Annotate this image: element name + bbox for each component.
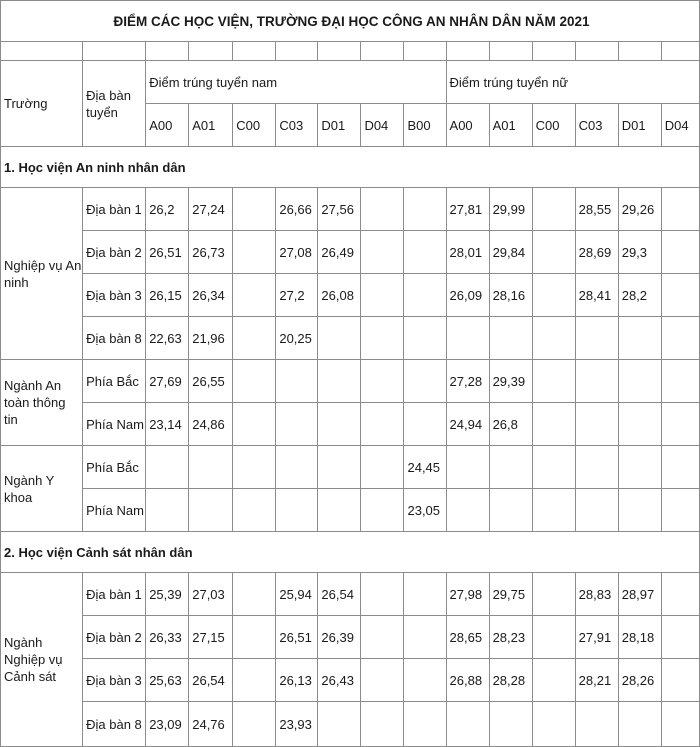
title-row bbox=[1, 1, 700, 42]
male-score-cell bbox=[404, 188, 446, 231]
female-score-cell bbox=[532, 616, 575, 659]
section-title: 2. Học viện Cảnh sát nhân dân bbox=[1, 532, 700, 573]
empty-cell bbox=[661, 42, 699, 61]
male-score-cell bbox=[361, 659, 404, 702]
program-name-cell: Ngành An toàn thông tin bbox=[1, 360, 83, 446]
male-score-cell: 23,93 bbox=[276, 702, 318, 747]
male-score-cell: 24,86 bbox=[189, 403, 233, 446]
female-code-cell: A00 bbox=[446, 104, 489, 147]
school-header: Trường bbox=[1, 61, 83, 147]
empty-cell bbox=[233, 42, 276, 61]
female-score-cell bbox=[661, 659, 699, 702]
female-score-cell: 29,3 bbox=[618, 231, 661, 274]
female-code-cell: D04 bbox=[661, 104, 699, 147]
male-score-cell bbox=[233, 489, 276, 532]
table-row bbox=[1, 231, 700, 274]
male-score-cell: 26,08 bbox=[318, 274, 361, 317]
female-score-cell: 26,88 bbox=[446, 659, 489, 702]
female-score-cell bbox=[532, 489, 575, 532]
female-score-cell: 24,94 bbox=[446, 403, 489, 446]
table-row bbox=[1, 573, 700, 616]
empty-cell bbox=[1, 42, 83, 61]
male-score-cell bbox=[189, 489, 233, 532]
area-cell: Phía Nam bbox=[83, 489, 146, 532]
male-score-cell: 23,14 bbox=[146, 403, 189, 446]
male-score-cell: 26,73 bbox=[189, 231, 233, 274]
empty-cell bbox=[83, 42, 146, 61]
male-score-cell: 23,09 bbox=[146, 702, 189, 747]
program-name-cell: Ngành Y khoa bbox=[1, 446, 83, 532]
male-score-cell bbox=[276, 360, 318, 403]
male-code-cell: D04 bbox=[361, 104, 404, 147]
male-score-cell bbox=[233, 403, 276, 446]
male-score-cell: 27,69 bbox=[146, 360, 189, 403]
empty-cell bbox=[532, 42, 575, 61]
female-score-cell bbox=[575, 446, 618, 489]
male-score-cell bbox=[404, 659, 446, 702]
female-score-cell: 28,65 bbox=[446, 616, 489, 659]
female-score-cell bbox=[661, 188, 699, 231]
male-score-cell bbox=[318, 489, 361, 532]
female-score-cell bbox=[661, 446, 699, 489]
male-score-cell: 26,51 bbox=[146, 231, 189, 274]
female-score-cell bbox=[532, 702, 575, 747]
male-score-cell: 26,66 bbox=[276, 188, 318, 231]
program-name-cell: Nghiệp vụ An ninh bbox=[1, 188, 83, 360]
male-code-cell: D01 bbox=[318, 104, 361, 147]
male-score-cell: 24,45 bbox=[404, 446, 446, 489]
male-score-cell bbox=[404, 360, 446, 403]
female-score-header: Điểm trúng tuyển nữ bbox=[446, 61, 699, 104]
table-row bbox=[1, 702, 700, 747]
male-score-cell: 26,49 bbox=[318, 231, 361, 274]
female-score-cell bbox=[446, 702, 489, 747]
male-score-cell bbox=[361, 573, 404, 616]
male-score-header: Điểm trúng tuyển nam bbox=[146, 61, 446, 104]
male-score-cell bbox=[404, 573, 446, 616]
area-header: Địa bàn tuyển bbox=[83, 61, 146, 147]
female-score-cell bbox=[446, 489, 489, 532]
empty-cell bbox=[318, 42, 361, 61]
male-score-cell bbox=[361, 360, 404, 403]
female-score-cell bbox=[618, 317, 661, 360]
table-row bbox=[1, 317, 700, 360]
area-cell: Địa bàn 1 bbox=[83, 188, 146, 231]
female-score-cell bbox=[532, 659, 575, 702]
table-row bbox=[1, 274, 700, 317]
female-score-cell: 28,83 bbox=[575, 573, 618, 616]
male-score-cell bbox=[233, 360, 276, 403]
male-score-cell: 23,05 bbox=[404, 489, 446, 532]
male-score-cell bbox=[318, 403, 361, 446]
male-score-cell: 27,56 bbox=[318, 188, 361, 231]
female-score-cell bbox=[532, 573, 575, 616]
empty-cell bbox=[189, 42, 233, 61]
male-code-cell: C03 bbox=[276, 104, 318, 147]
area-cell: Địa bàn 1 bbox=[83, 573, 146, 616]
male-score-cell bbox=[233, 446, 276, 489]
female-score-cell bbox=[446, 446, 489, 489]
area-cell: Địa bàn 8 bbox=[83, 317, 146, 360]
female-score-cell: 28,01 bbox=[446, 231, 489, 274]
area-cell: Địa bàn 8 bbox=[83, 702, 146, 747]
male-score-cell bbox=[361, 188, 404, 231]
female-score-cell: 28,28 bbox=[489, 659, 532, 702]
female-score-cell: 27,28 bbox=[446, 360, 489, 403]
male-score-cell: 24,76 bbox=[189, 702, 233, 747]
male-score-cell bbox=[404, 317, 446, 360]
male-score-cell bbox=[361, 446, 404, 489]
female-score-cell bbox=[489, 446, 532, 489]
female-score-cell: 29,99 bbox=[489, 188, 532, 231]
female-code-cell: D01 bbox=[618, 104, 661, 147]
female-score-cell: 26,09 bbox=[446, 274, 489, 317]
male-score-cell: 27,24 bbox=[189, 188, 233, 231]
male-code-cell: C00 bbox=[233, 104, 276, 147]
area-cell: Địa bàn 3 bbox=[83, 274, 146, 317]
male-score-cell: 26,54 bbox=[318, 573, 361, 616]
female-score-cell bbox=[661, 317, 699, 360]
male-score-cell bbox=[233, 573, 276, 616]
empty-cell bbox=[446, 42, 489, 61]
female-score-cell: 28,55 bbox=[575, 188, 618, 231]
male-score-cell: 26,34 bbox=[189, 274, 233, 317]
male-score-cell bbox=[189, 446, 233, 489]
table-row bbox=[1, 403, 700, 446]
female-score-cell bbox=[618, 489, 661, 532]
female-score-cell bbox=[661, 274, 699, 317]
male-score-cell: 26,33 bbox=[146, 616, 189, 659]
female-score-cell: 28,41 bbox=[575, 274, 618, 317]
male-score-cell bbox=[318, 360, 361, 403]
female-score-cell bbox=[618, 360, 661, 403]
female-score-cell bbox=[532, 274, 575, 317]
female-score-cell: 28,18 bbox=[618, 616, 661, 659]
female-score-cell bbox=[532, 360, 575, 403]
female-score-cell: 29,26 bbox=[618, 188, 661, 231]
table-row bbox=[1, 446, 700, 489]
female-score-cell bbox=[532, 317, 575, 360]
male-score-cell: 26,2 bbox=[146, 188, 189, 231]
area-cell: Địa bàn 2 bbox=[83, 231, 146, 274]
male-score-cell: 27,03 bbox=[189, 573, 233, 616]
male-score-cell: 26,43 bbox=[318, 659, 361, 702]
male-score-cell: 21,96 bbox=[189, 317, 233, 360]
empty-cell bbox=[361, 42, 404, 61]
male-score-cell: 26,55 bbox=[189, 360, 233, 403]
empty-cell bbox=[404, 42, 446, 61]
table-row bbox=[1, 188, 700, 231]
section-row bbox=[1, 147, 700, 188]
page-title: ĐIỂM CÁC HỌC VIỆN, TRƯỜNG ĐẠI HỌC CÔNG AN NHÂN DÂN NĂM 2021 bbox=[1, 1, 700, 42]
male-score-cell: 25,39 bbox=[146, 573, 189, 616]
female-score-cell bbox=[532, 188, 575, 231]
empty-cell bbox=[276, 42, 318, 61]
header-row bbox=[1, 61, 700, 104]
male-score-cell: 22,63 bbox=[146, 317, 189, 360]
female-score-cell bbox=[489, 489, 532, 532]
female-score-cell: 29,39 bbox=[489, 360, 532, 403]
female-score-cell bbox=[575, 360, 618, 403]
male-score-cell bbox=[404, 702, 446, 747]
female-score-cell: 28,16 bbox=[489, 274, 532, 317]
male-score-cell bbox=[404, 274, 446, 317]
female-score-cell: 27,91 bbox=[575, 616, 618, 659]
female-score-cell: 28,21 bbox=[575, 659, 618, 702]
male-score-cell bbox=[233, 702, 276, 747]
male-score-cell bbox=[233, 616, 276, 659]
female-score-cell: 28,23 bbox=[489, 616, 532, 659]
female-score-cell bbox=[618, 446, 661, 489]
table-body bbox=[1, 1, 700, 747]
female-score-cell bbox=[618, 403, 661, 446]
female-score-cell: 29,75 bbox=[489, 573, 532, 616]
empty-cell bbox=[575, 42, 618, 61]
female-code-cell: C03 bbox=[575, 104, 618, 147]
female-score-cell bbox=[575, 489, 618, 532]
male-score-cell: 26,39 bbox=[318, 616, 361, 659]
male-score-cell bbox=[404, 231, 446, 274]
female-score-cell: 26,8 bbox=[489, 403, 532, 446]
area-cell: Phía Bắc bbox=[83, 446, 146, 489]
female-score-cell: 27,98 bbox=[446, 573, 489, 616]
table-row bbox=[1, 489, 700, 532]
female-score-cell: 28,2 bbox=[618, 274, 661, 317]
male-score-cell bbox=[361, 616, 404, 659]
female-score-cell: 29,84 bbox=[489, 231, 532, 274]
female-score-cell: 28,69 bbox=[575, 231, 618, 274]
female-score-cell bbox=[661, 702, 699, 747]
female-score-cell bbox=[446, 317, 489, 360]
table-row bbox=[1, 659, 700, 702]
female-score-cell: 28,26 bbox=[618, 659, 661, 702]
male-score-cell bbox=[276, 446, 318, 489]
male-score-cell bbox=[361, 231, 404, 274]
female-score-cell bbox=[489, 702, 532, 747]
female-score-cell bbox=[575, 317, 618, 360]
female-score-cell bbox=[661, 360, 699, 403]
male-score-cell bbox=[361, 702, 404, 747]
female-score-cell bbox=[575, 702, 618, 747]
male-score-cell: 26,54 bbox=[189, 659, 233, 702]
female-score-cell bbox=[661, 573, 699, 616]
male-score-cell: 26,51 bbox=[276, 616, 318, 659]
male-score-cell: 25,63 bbox=[146, 659, 189, 702]
female-score-cell bbox=[532, 446, 575, 489]
male-score-cell: 27,15 bbox=[189, 616, 233, 659]
male-score-cell: 20,25 bbox=[276, 317, 318, 360]
male-score-cell bbox=[361, 489, 404, 532]
table-row bbox=[1, 360, 700, 403]
male-score-cell bbox=[276, 489, 318, 532]
area-cell: Địa bàn 2 bbox=[83, 616, 146, 659]
female-code-cell: A01 bbox=[489, 104, 532, 147]
section-row bbox=[1, 532, 700, 573]
male-score-cell bbox=[361, 274, 404, 317]
female-score-cell bbox=[489, 317, 532, 360]
female-code-cell: C00 bbox=[532, 104, 575, 147]
male-score-cell bbox=[233, 188, 276, 231]
female-score-cell: 28,97 bbox=[618, 573, 661, 616]
female-score-cell bbox=[661, 616, 699, 659]
area-cell: Phía Nam bbox=[83, 403, 146, 446]
male-code-cell: A01 bbox=[189, 104, 233, 147]
male-score-cell: 26,13 bbox=[276, 659, 318, 702]
male-code-cell: B00 bbox=[404, 104, 446, 147]
male-score-cell: 27,08 bbox=[276, 231, 318, 274]
male-score-cell bbox=[233, 231, 276, 274]
female-score-cell bbox=[661, 403, 699, 446]
empty-cell bbox=[618, 42, 661, 61]
empty-cell bbox=[146, 42, 189, 61]
male-code-cell: A00 bbox=[146, 104, 189, 147]
table-row bbox=[1, 616, 700, 659]
male-score-cell bbox=[404, 403, 446, 446]
female-score-cell bbox=[661, 231, 699, 274]
spacer-row bbox=[1, 42, 700, 61]
male-score-cell: 25,94 bbox=[276, 573, 318, 616]
program-name-cell: Ngành Nghiệp vụ Cảnh sát bbox=[1, 573, 83, 747]
male-score-cell bbox=[361, 403, 404, 446]
male-score-cell: 26,15 bbox=[146, 274, 189, 317]
female-score-cell bbox=[618, 702, 661, 747]
male-score-cell bbox=[318, 317, 361, 360]
female-score-cell bbox=[532, 231, 575, 274]
male-score-cell bbox=[276, 403, 318, 446]
male-score-cell bbox=[361, 317, 404, 360]
male-score-cell bbox=[146, 489, 189, 532]
female-score-cell bbox=[532, 403, 575, 446]
male-score-cell bbox=[233, 274, 276, 317]
empty-cell bbox=[489, 42, 532, 61]
section-title: 1. Học viện An ninh nhân dân bbox=[1, 147, 700, 188]
female-score-cell bbox=[575, 403, 618, 446]
female-score-cell: 27,81 bbox=[446, 188, 489, 231]
female-score-cell bbox=[661, 489, 699, 532]
male-score-cell bbox=[404, 616, 446, 659]
male-score-cell bbox=[233, 659, 276, 702]
male-score-cell bbox=[233, 317, 276, 360]
male-score-cell: 27,2 bbox=[276, 274, 318, 317]
area-cell: Địa bàn 3 bbox=[83, 659, 146, 702]
male-score-cell bbox=[318, 702, 361, 747]
male-score-cell bbox=[318, 446, 361, 489]
male-score-cell bbox=[146, 446, 189, 489]
area-cell: Phía Bắc bbox=[83, 360, 146, 403]
